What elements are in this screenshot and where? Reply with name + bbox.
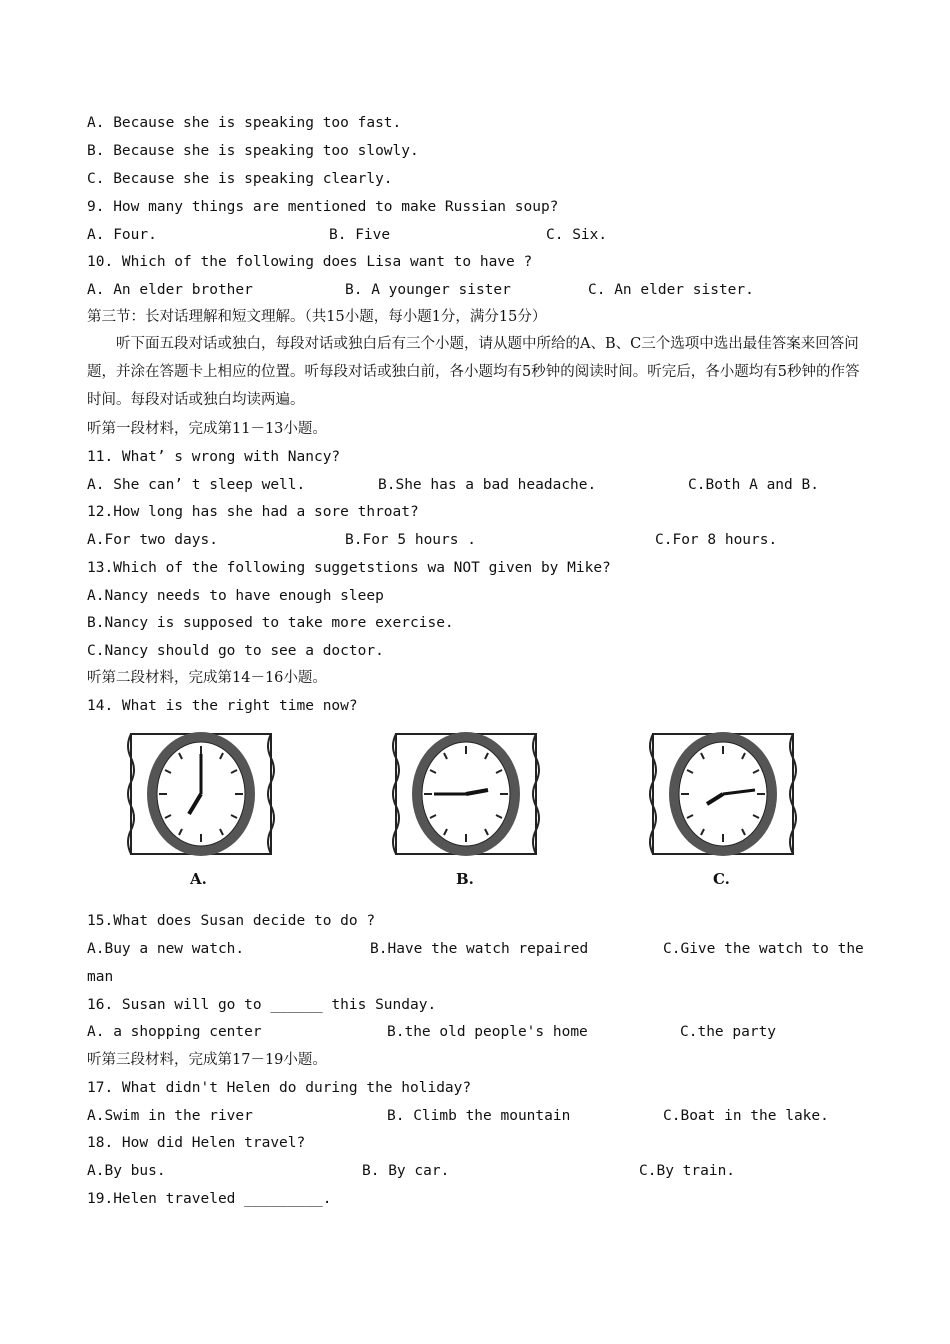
q12-option-c: C.For 8 hours.	[655, 532, 778, 548]
q12-option-b: B.For 5 hours .	[345, 532, 476, 548]
q10-option-b: B. A younger sister	[345, 282, 511, 298]
q18-question: 18. How did Helen travel?	[87, 1135, 306, 1151]
q12-option-a: A.For two days.	[87, 532, 218, 548]
clock-label-a: A.	[190, 870, 207, 888]
q16-option-a: A. a shopping center	[87, 1024, 262, 1040]
clock-c-icon	[643, 724, 803, 864]
q16-option-c: C.the party	[680, 1024, 777, 1040]
q11-option-a: A. She can’ t sleep well.	[87, 477, 306, 493]
q11-option-b: B.She has a bad headache.	[378, 477, 597, 493]
section3-heading: 第三节：长对话理解和短文理解。（共15小题，每小题1分，满分15分）	[87, 309, 547, 325]
part3-heading: 听第三段材料，完成第17－19小题。	[87, 1052, 327, 1068]
q16-option-b: B.the old people's home	[387, 1024, 588, 1040]
q18-option-a: A.By bus.	[87, 1163, 166, 1179]
clock-label-c: C.	[713, 870, 730, 888]
q15-option-a: A.Buy a new watch.	[87, 941, 245, 957]
q8-option-c: C. Because she is speaking clearly.	[87, 171, 393, 187]
q15-option-c: C.Give the watch to the	[663, 941, 864, 957]
q19-question: 19.Helen traveled _________.	[87, 1191, 332, 1207]
q11-option-c: C.Both A and B.	[688, 477, 819, 493]
q12-question: 12.How long has she had a sore throat?	[87, 504, 419, 520]
q13-option-b: B.Nancy is supposed to take more exercise.	[87, 615, 454, 631]
q15-question: 15.What does Susan decide to do ?	[87, 913, 376, 929]
clock-label-b: B.	[456, 870, 474, 888]
section3-instructions: 听下面五段对话或独白，每段对话或独白后有三个小题，请从题中所给的A、B、C三个选项中选出最佳答案来回答问题，并涂在答题卡上相应的位置。听每段对话或独白前，各小题均有5秒钟的阅读时间。听完后，各小题均有5秒钟的作答时间。每段对话或独白均读两遍。	[87, 336, 860, 408]
q18-option-b: B. By car.	[362, 1163, 450, 1179]
q17-option-a: A.Swim in the river	[87, 1108, 253, 1124]
q8-option-a: A. Because she is speaking too fast.	[87, 115, 402, 131]
q16-question: 16. Susan will go to ______ this Sunday.	[87, 997, 437, 1013]
part2-heading: 听第二段材料，完成第14－16小题。	[87, 670, 327, 686]
q11-question: 11. What’ s wrong with Nancy?	[87, 449, 341, 465]
q13-option-c: C.Nancy should go to see a doctor.	[87, 643, 384, 659]
q10-option-c: C. An elder sister.	[588, 282, 754, 298]
clock-option-a-image	[121, 724, 281, 894]
q9-option-b: B. Five	[329, 227, 391, 243]
clock-b-icon	[386, 724, 546, 864]
q17-option-b: B. Climb the mountain	[387, 1108, 571, 1124]
q17-option-c: C.Boat in the lake.	[663, 1108, 829, 1124]
q14-question: 14. What is the right time now?	[87, 698, 358, 714]
q10-question: 10. Which of the following does Lisa want to have ?	[87, 254, 533, 270]
q13-option-a: A.Nancy needs to have enough sleep	[87, 588, 384, 604]
clock-option-c-image	[643, 724, 803, 894]
q9-question: 9. How many things are mentioned to make Russian soup?	[87, 199, 559, 215]
q13-question: 13.Which of the following suggetstions wa NOT given by Mike?	[87, 560, 611, 576]
q17-question: 17. What didn't Helen do during the holiday?	[87, 1080, 472, 1096]
q18-option-c: C.By train.	[639, 1163, 736, 1179]
clock-option-b-image	[386, 724, 546, 894]
q9-option-c: C. Six.	[546, 227, 608, 243]
q9-option-a: A. Four.	[87, 227, 157, 243]
q8-option-b: B. Because she is speaking too slowly.	[87, 143, 419, 159]
q15-option-c-continued: man	[87, 969, 114, 985]
q15-option-b: B.Have the watch repaired	[370, 941, 589, 957]
clock-a-icon	[121, 724, 281, 864]
q10-option-a: A. An elder brother	[87, 282, 253, 298]
part1-heading: 听第一段材料，完成第11－13小题。	[87, 421, 327, 437]
